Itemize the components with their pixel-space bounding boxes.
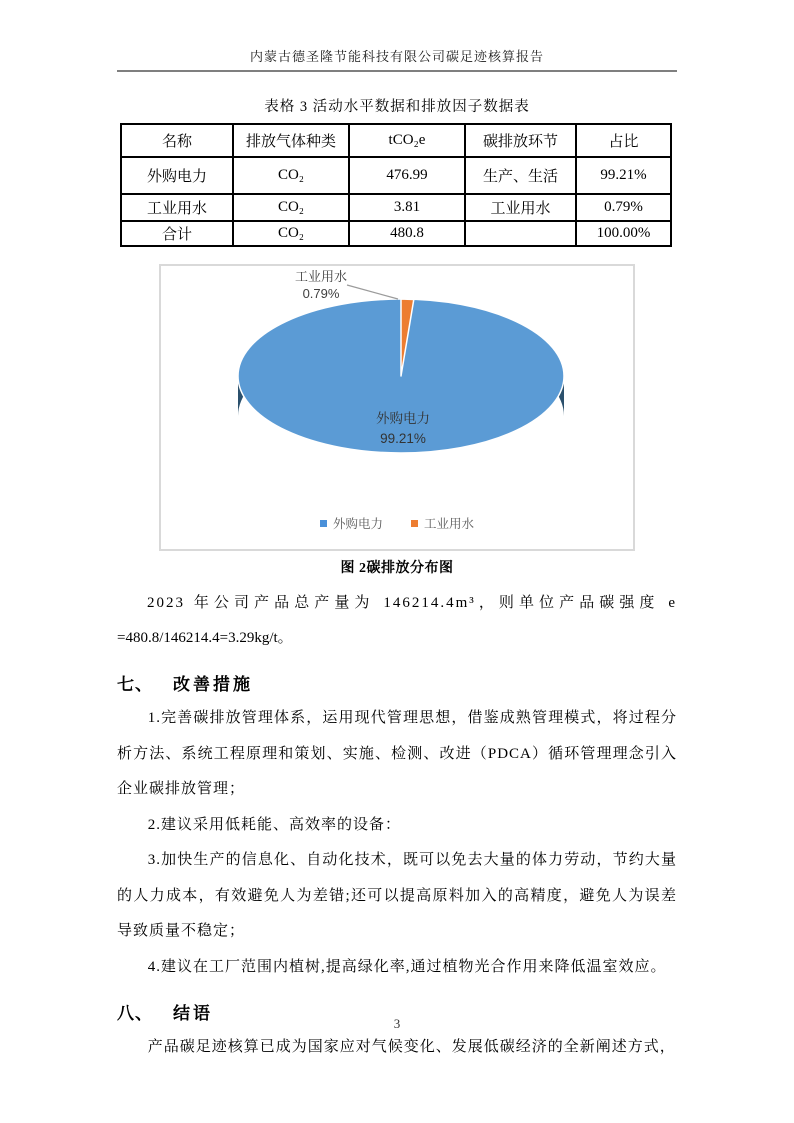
table-row	[121, 194, 671, 221]
cell: 外购电力	[121, 157, 233, 194]
cell	[465, 221, 576, 246]
section-title: 改善措施	[173, 675, 253, 694]
header-rule	[117, 70, 677, 72]
cell: 工业用水	[121, 194, 233, 221]
cell: CO₂	[233, 157, 349, 194]
cell: 工业用水	[465, 194, 576, 221]
col-header: 名称	[121, 124, 233, 157]
pie-chart-svg	[161, 266, 633, 549]
cell: 生产、生活	[465, 157, 576, 194]
paragraph: 1.完善碳排放管理体系，运用现代管理思想，借鉴成熟管理模式，将过程分析方法、系统工程原理和策划、实施、检测、改进（PDCA）循环管理理念引入企业碳排放管理；	[117, 710, 677, 797]
pie-label-water	[277, 268, 365, 302]
cell: 480.8	[349, 221, 465, 246]
emission-data-table	[120, 123, 672, 247]
col-header: tCO₂e	[349, 124, 465, 157]
cell: CO₂	[233, 221, 349, 246]
cell: 0.79%	[576, 194, 671, 221]
cell: 3.81	[349, 194, 465, 221]
intro-line-2: =480.8/146214.4=3.29kg/t。	[117, 630, 293, 646]
legend-item-electricity	[320, 514, 383, 532]
pie-label-electricity-name: 外购电力	[376, 411, 430, 426]
pie-label-electricity-pct: 99.21%	[380, 431, 426, 446]
legend-swatch-orange-icon	[411, 520, 418, 527]
paragraph: 产品碳足迹核算已成为国家应对气候变化、发展低碳经济的全新阐述方式，	[147, 1039, 676, 1055]
section-number: 七、	[117, 675, 153, 694]
pie-label-water-pct: 0.79%	[302, 286, 340, 301]
cell: CO₂	[233, 194, 349, 221]
pie-label-water-name: 工业用水	[294, 269, 347, 284]
intro-paragraph	[117, 586, 677, 656]
cell: 100.00%	[576, 221, 671, 246]
col-header: 占比	[576, 124, 671, 157]
cell: 99.21%	[576, 157, 671, 194]
table-row	[121, 157, 671, 194]
paragraph: 2.建议采用低耗能、高效率的设备：	[147, 816, 402, 833]
section-improvements-body	[117, 701, 677, 985]
page-header-title: 内蒙古德圣隆节能科技有限公司碳足迹核算报告	[249, 49, 544, 64]
table-header-row	[121, 124, 671, 157]
paragraph: 3.加快生产的信息化、自动化技术，既可以免去大量的体力劳动，节约大量的人力成本，有效避免人为差错;还可以提高原料加入的高精度，避免人为误差导致质量不稳定；	[117, 852, 677, 939]
pie-chart	[159, 264, 635, 551]
legend-label: 外购电力	[332, 517, 383, 531]
table-title: 表格 3 活动水平数据和排放因子数据表	[264, 99, 530, 115]
paragraph: 4.建议在工厂范围内植树,提高绿化率,通过植物光合作用来降低温室效应。	[147, 958, 667, 975]
table-row	[121, 221, 671, 246]
section-conclusion-body	[117, 1030, 677, 1066]
col-header: 排放气体种类	[233, 124, 349, 157]
intro-line-1: 2023 年公司产品总产量为 146214.4m³，则单位产品碳强度 e	[147, 595, 677, 611]
cell: 476.99	[349, 157, 465, 194]
pie-label-electricity	[341, 409, 465, 449]
legend-swatch-blue-icon	[320, 520, 327, 527]
legend-item-water	[411, 514, 474, 532]
section-number: 八、	[117, 1004, 153, 1023]
figure-caption: 图 2碳排放分布图	[340, 561, 454, 576]
section-heading-improvements	[117, 670, 677, 695]
page-number: 3	[393, 1016, 401, 1031]
cell: 合计	[121, 221, 233, 246]
col-header: 碳排放环节	[465, 124, 576, 157]
chart-legend	[161, 514, 633, 532]
legend-label: 工业用水	[424, 517, 475, 531]
section-title: 结语	[173, 1004, 213, 1023]
